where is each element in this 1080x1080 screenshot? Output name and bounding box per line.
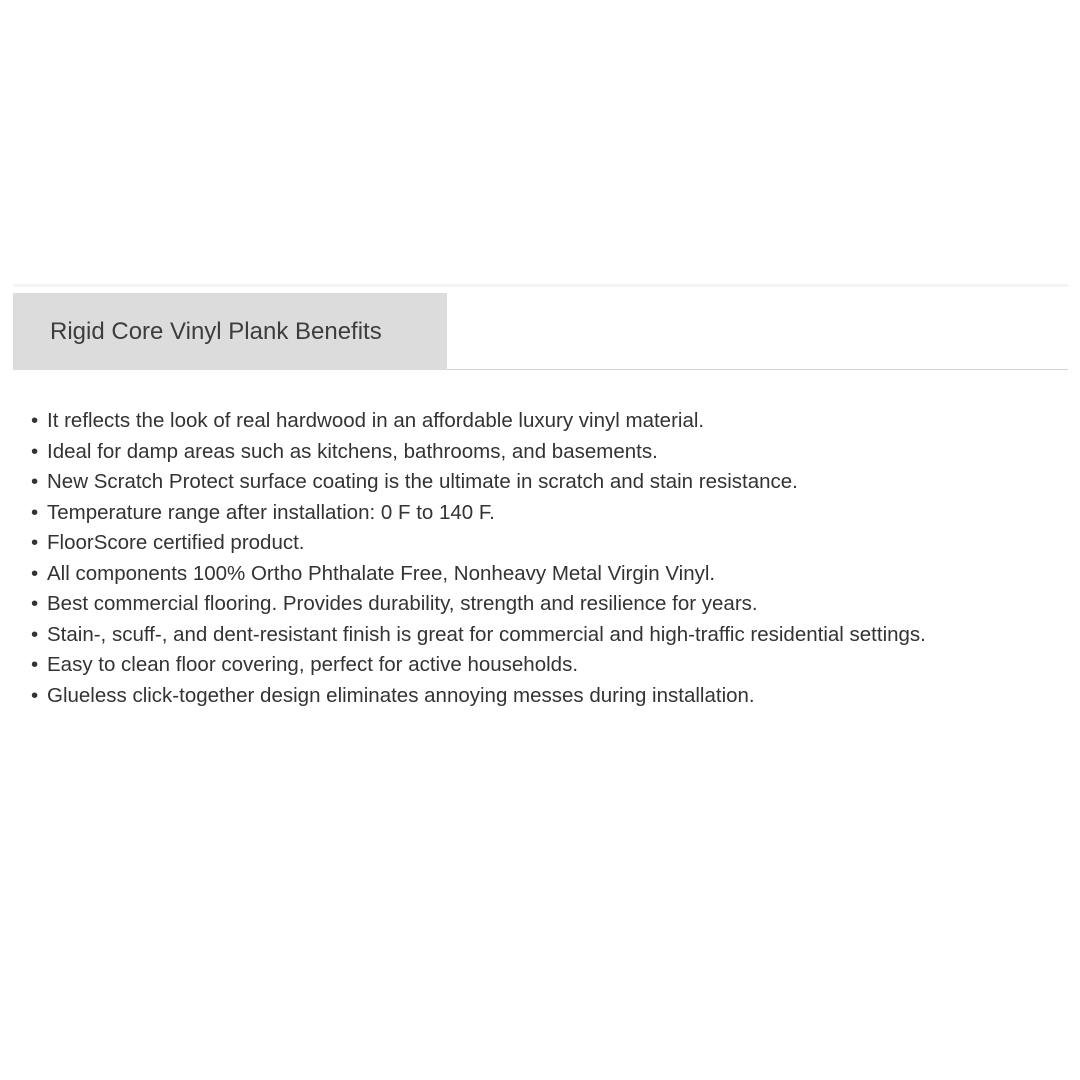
- bullet-icon: •: [31, 622, 39, 646]
- benefit-text: Temperature range after installation: 0 F to 140 F.: [47, 500, 495, 524]
- bullet-icon: •: [31, 531, 39, 554]
- bullet-icon: •: [31, 592, 39, 615]
- list-item: [31, 559, 926, 590]
- tab-rigid-core-vinyl-plank-benefits[interactable]: [13, 293, 447, 370]
- bullet-icon: •: [31, 500, 39, 524]
- bullet-icon: •: [31, 653, 39, 676]
- benefit-text: Ideal for damp areas such as kitchens, bathrooms, and basements.: [47, 439, 658, 463]
- benefit-text: Easy to clean floor covering, perfect for active households.: [47, 653, 579, 676]
- list-item: [31, 681, 926, 712]
- bullet-icon: •: [31, 439, 39, 463]
- top-divider: [13, 284, 1068, 287]
- benefits-list: [31, 406, 926, 711]
- benefit-text: FloorScore certified product.: [47, 531, 305, 554]
- list-item: [31, 650, 926, 681]
- list-item: [31, 498, 926, 529]
- bullet-icon: •: [31, 561, 39, 585]
- list-item: [31, 437, 926, 468]
- benefit-text: All components 100% Ortho Phthalate Free, Nonheavy Metal Virgin Vinyl.: [47, 561, 716, 585]
- benefit-text: Stain-, scuff-, and dent-resistant finish is great for commercial and high-traffic residential settings.: [47, 622, 926, 646]
- list-item: [31, 589, 926, 620]
- benefit-text: Glueless click-together design eliminates annoying messes during installation.: [47, 683, 755, 707]
- list-item: [31, 406, 926, 437]
- benefit-text: New Scratch Protect surface coating is the ultimate in scratch and stain resistance.: [47, 470, 798, 493]
- benefit-text: Best commercial flooring. Provides durability, strength and resilience for years.: [47, 592, 758, 615]
- list-item: [31, 467, 926, 498]
- list-item: [31, 620, 926, 651]
- benefit-text: It reflects the look of real hardwood in an affordable luxury vinyl material.: [47, 409, 705, 432]
- tab-label: Rigid Core Vinyl Plank Benefits: [50, 317, 382, 345]
- tab-bar: [13, 293, 1068, 370]
- list-item: [31, 528, 926, 559]
- bullet-icon: •: [31, 683, 39, 707]
- bullet-icon: •: [31, 409, 39, 432]
- bullet-icon: •: [31, 470, 39, 493]
